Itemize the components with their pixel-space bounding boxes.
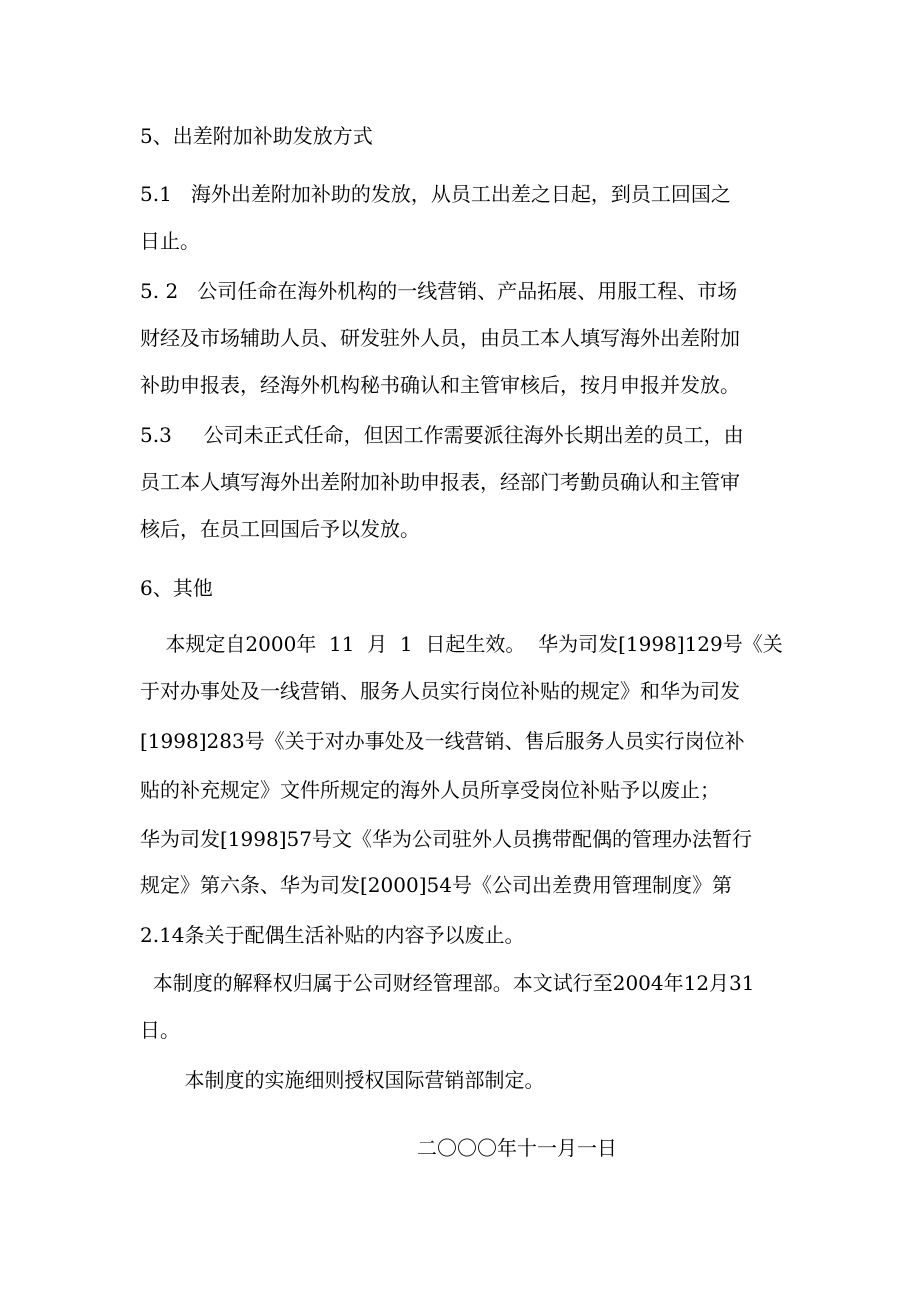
paragraph-5-2-line-2: 财经及市场辅助人员、研发驻外人员，由员工本人填写海外出差附加 <box>140 326 740 350</box>
paragraph-effective-line-3: [1998]283号《关于对办事处及一线营销、售后服务人员实行岗位补 <box>140 729 745 753</box>
paragraph-rules-line-1: 本制度的实施细则授权国际营销部制定。 <box>140 1068 545 1092</box>
paragraph-interpretation-line-2: 日。 <box>140 1018 180 1042</box>
paragraph-5-2-line-1: 5. 2 公司任命在海外机构的一线营销、产品拓展、用服工程、市场 <box>140 279 738 303</box>
paragraph-5-3-line-3: 核后，在员工回国后予以发放。 <box>140 517 420 541</box>
paragraph-5-2-line-3: 补助申报表，经海外机构秘书确认和主管审核后，按月申报并发放。 <box>140 373 740 397</box>
paragraph-interpretation-line-1: 本制度的解释权归属于公司财经管理部。本文试行至2004年12月31 <box>140 971 755 995</box>
paragraph-5-1-line-1: 5.1 海外出差附加补助的发放，从员工出差之日起，到员工回国之 <box>140 182 731 206</box>
paragraph-effective-line-2: 于对办事处及一线营销、服务人员实行岗位补贴的规定》和华为司发 <box>140 679 740 703</box>
paragraph-5-3-line-2: 员工本人填写海外出差附加补助申报表，经部门考勤员确认和主管审 <box>140 470 740 494</box>
section-6-heading: 6、其他 <box>140 576 213 600</box>
document-date: 二〇〇〇年十一月一日 <box>417 1136 617 1160</box>
paragraph-5-1-line-2: 日止。 <box>140 229 200 253</box>
section-5-heading: 5、出差附加补助发放方式 <box>140 124 373 148</box>
paragraph-effective-line-4: 贴的补充规定》文件所规定的海外人员所享受岗位补贴予以废止； <box>140 778 720 802</box>
paragraph-effective-line-6: 规定》第六条、华为司发[2000]54号《公司出差费用管理制度》第 <box>140 873 732 897</box>
paragraph-effective-line-1: 本规定自2000年 11 月 1 日起生效。 华为司发[1998]129号《关 <box>140 632 783 656</box>
paragraph-effective-line-7: 2.14条关于配偶生活补贴的内容予以废止。 <box>140 923 525 947</box>
paragraph-5-3-line-1: 5.3 公司未正式任命，但因工作需要派往海外长期出差的员工，由 <box>140 423 744 447</box>
paragraph-effective-line-5: 华为司发[1998]57号文《华为公司驻外人员携带配偶的管理办法暂行 <box>140 827 752 851</box>
